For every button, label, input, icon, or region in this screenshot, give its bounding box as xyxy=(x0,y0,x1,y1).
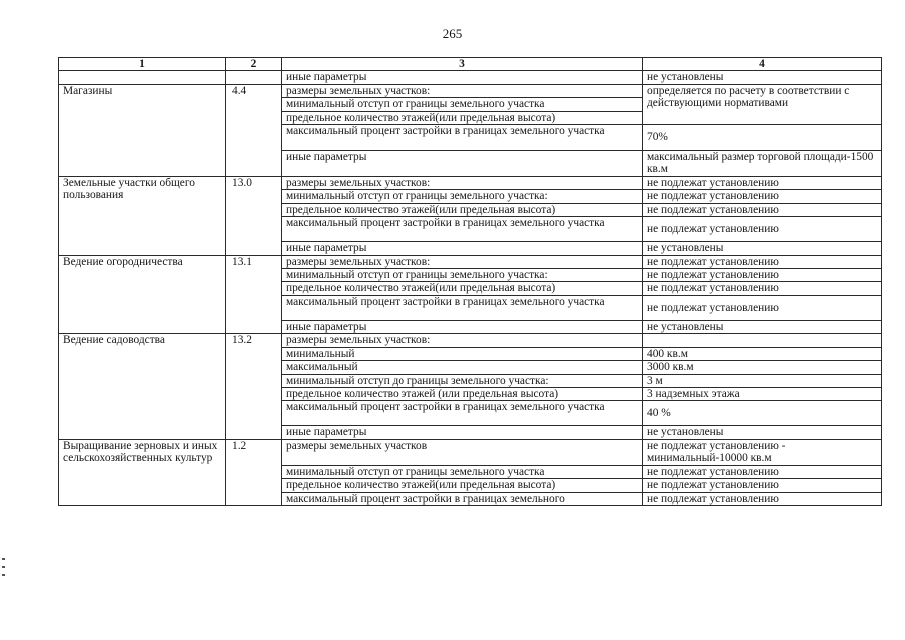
parameter-name: иные параметры xyxy=(282,320,643,333)
parameter-value: не подлежат установлению xyxy=(643,177,882,190)
parameter-name: предельное количество этажей (или предельная высота) xyxy=(282,387,643,400)
parameter-name: размеры земельных участков xyxy=(282,439,643,465)
table-row xyxy=(59,177,882,190)
table-body xyxy=(59,71,882,506)
parameter-value: не подлежат установлению xyxy=(643,255,882,268)
parameter-name: минимальный xyxy=(282,347,643,360)
column-header-4: 4 xyxy=(643,58,882,71)
parameter-value: 3 м xyxy=(643,374,882,387)
parameter-name: минимальный отступ от границы земельного участка xyxy=(282,465,643,478)
parameter-name: размеры земельных участков: xyxy=(282,255,643,268)
parameter-value: определяется по расчету в соответствии с действующими нормативами xyxy=(643,84,882,124)
parameter-value: не подлежат установлению xyxy=(643,492,882,505)
parameter-name: размеры земельных участков: xyxy=(282,177,643,190)
parameter-value: не подлежат установлению xyxy=(643,295,882,320)
parameter-value: 3000 кв.м xyxy=(643,361,882,374)
table-header xyxy=(59,58,882,71)
parameter-name: минимальный отступ от границы земельного участка: xyxy=(282,190,643,203)
column-header-3: 3 xyxy=(282,58,643,71)
parameter-name: минимальный отступ от границы земельного участка xyxy=(282,98,643,111)
table-row xyxy=(59,334,882,347)
use-type-code: 4.4 xyxy=(226,84,282,176)
parameter-name: максимальный процент застройки в границах земельного участка xyxy=(282,295,643,320)
scan-mark xyxy=(2,566,5,568)
parameter-value: не установлены xyxy=(643,426,882,439)
parameter-value: не подлежат установлению - минимальный-10000 кв.м xyxy=(643,439,882,465)
parameter-value: не подлежат установлению xyxy=(643,203,882,216)
table-row xyxy=(59,84,882,97)
column-header-1: 1 xyxy=(59,58,226,71)
land-use-table xyxy=(58,57,882,506)
use-type-code: 13.2 xyxy=(226,334,282,439)
parameter-name: предельное количество этажей(или предельная высота) xyxy=(282,479,643,492)
parameter-value: не подлежат установлению xyxy=(643,269,882,282)
use-type-code: 1.2 xyxy=(226,439,282,505)
use-type-code: 13.0 xyxy=(226,177,282,256)
parameter-value: не подлежат установлению xyxy=(643,479,882,492)
parameter-name: предельное количество этажей(или предельная высота) xyxy=(282,203,643,216)
parameter-value: не установлены xyxy=(643,320,882,333)
use-type-name: Выращивание зерновых и иных сельскохозяйственных культур xyxy=(59,439,226,505)
table-row xyxy=(59,71,882,84)
parameter-value: 400 кв.м xyxy=(643,347,882,360)
parameter-value: не установлены xyxy=(643,71,882,84)
use-type-name: Ведение огородничества xyxy=(59,255,226,334)
parameter-name: иные параметры xyxy=(282,242,643,255)
parameter-value: 70% xyxy=(643,125,882,151)
use-type-name: Ведение садоводства xyxy=(59,334,226,439)
parameter-name: максимальный процент застройки в границах земельного участка xyxy=(282,217,643,242)
table-row xyxy=(59,439,882,465)
parameter-value: не установлены xyxy=(643,242,882,255)
parameter-value: не подлежат установлению xyxy=(643,465,882,478)
use-type-code xyxy=(226,71,282,84)
parameter-name: максимальный xyxy=(282,361,643,374)
parameter-value: не подлежат установлению xyxy=(643,282,882,295)
column-header-2: 2 xyxy=(226,58,282,71)
use-type-name: Земельные участки общего пользования xyxy=(59,177,226,256)
page-number: 265 xyxy=(442,26,463,41)
parameter-name: максимальный процент застройки в границах земельного участка xyxy=(282,125,643,151)
parameter-value: 3 надземных этажа xyxy=(643,387,882,400)
parameter-name: иные параметры xyxy=(282,151,643,177)
parameter-name: минимальный отступ от границы земельного участка: xyxy=(282,269,643,282)
parameter-value: 40 % xyxy=(643,401,882,426)
scan-mark xyxy=(2,558,5,560)
use-type-name xyxy=(59,71,226,84)
parameter-name: предельное количество этажей(или предельная высота) xyxy=(282,111,643,124)
parameter-name: размеры земельных участков: xyxy=(282,84,643,97)
parameter-name: максимальный процент застройки в границах земельного xyxy=(282,492,643,505)
parameter-name: минимальный отступ до границы земельного участка: xyxy=(282,374,643,387)
table-row xyxy=(59,255,882,268)
parameter-value: не подлежат установлению xyxy=(643,217,882,242)
use-type-code: 13.1 xyxy=(226,255,282,334)
use-type-name: Магазины xyxy=(59,84,226,176)
parameter-value xyxy=(643,334,882,347)
header-row xyxy=(59,58,882,71)
parameter-name: иные параметры xyxy=(282,426,643,439)
scan-mark xyxy=(2,574,5,576)
parameter-name: иные параметры xyxy=(282,71,643,84)
parameter-value: максимальный размер торговой площади-1500 кв.м xyxy=(643,151,882,177)
parameter-value: не подлежат установлению xyxy=(643,190,882,203)
parameter-name: предельное количество этажей(или предельная высота) xyxy=(282,282,643,295)
parameter-name: размеры земельных участков: xyxy=(282,334,643,347)
parameter-name: максимальный процент застройки в границах земельного участка xyxy=(282,401,643,426)
